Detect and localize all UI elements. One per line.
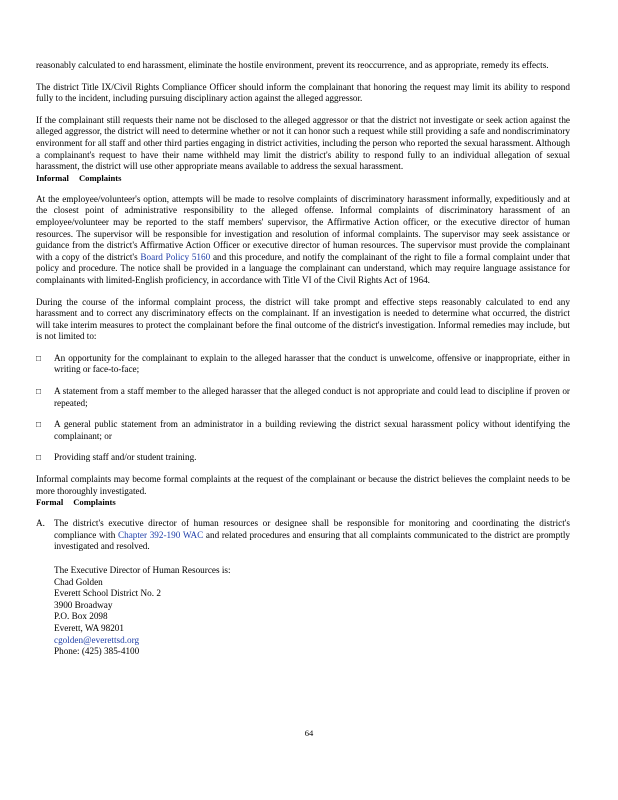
list-item: □ An opportunity for the complainant to explain to the alleged harasser that the conduct is unwelcome, offensive or inappropriate, either in writing or face-to-face; [36, 352, 570, 375]
contact-email-link[interactable]: cgolden@everettsd.org [54, 634, 140, 645]
page-number: 64 [304, 728, 314, 738]
checkbox-bullet-icon: □ [36, 386, 42, 397]
formal-complaints-list [36, 518, 570, 553]
paragraph-remedy: reasonably calculated to end harassment, eliminate the hostile environment, prevent its reoccurrence, and as appropriate, remedy its effects. [36, 60, 549, 70]
list-item: □ A statement from a staff member to the alleged harasser that the alleged conduct is not appropriate and could lead to discipline if proven or repeated; [36, 386, 570, 408]
list-marker: A. [36, 518, 45, 529]
informal-remedies-list [36, 353, 570, 464]
contact-city: Everett, WA 98201 [54, 622, 124, 633]
formal-complaints-heading: Formal Complaints [36, 497, 116, 508]
contact-phone: Phone: (425) 385-4100 [54, 646, 140, 657]
contact-name: Chad Golden [54, 576, 103, 587]
checkbox-bullet-icon: □ [36, 352, 42, 363]
contact-intro: The Executive Director of Human Resources is: [54, 565, 231, 575]
checkbox-bullet-icon: □ [36, 419, 42, 430]
list-item: □ A general public statement from an administrator in a building reviewing the district sexual harassment policy without identifying the complainant; or [36, 419, 570, 441]
paragraph-compliance-officer: The district Title IX/Civil Rights Compliance Officer should inform the complainant that honoring the request may limit its ability to respond fully to the incident, including pursuing disciplinary action against the alleged aggressor. [36, 81, 570, 104]
wac-chapter-link[interactable]: Chapter 392-190 WAC [117, 529, 204, 540]
contact-pobox: P.O. Box 2098 [54, 611, 108, 622]
paragraph-informal-to-formal: Informal complaints may become formal complaints at the request of the complainant or because the district believes the complaint needs to be more thoroughly investigated. [36, 474, 570, 496]
checkbox-bullet-icon: □ [36, 452, 42, 463]
paragraph-informal-process: During the course of the informal complaint process, the district will take prompt and effective steps reasonably calculated to end any harassment and to correct any discriminatory effects on the complainant. If an investigation is needed to determine what occurred, the district will take interim measures to protect the complainant before the final outcome of the district's investigation. Informal remedies may include, but is not limited to: [36, 296, 570, 342]
board-policy-link[interactable]: Board Policy 5160 [140, 251, 211, 262]
list-item: A. The district's executive director of human resources or designee shall be responsible for monitoring and coordinating the district's compliance with Chapter 392-190 WAC and related procedures and ensuring that all complaints communicated to the district are promptly investigated and resolved. [36, 518, 570, 552]
paragraph-informal-option: At the employee/volunteer's option, attempts will be made to resolve complaints of discriminatory harassment informally, expeditiously and at the closest point of administrative responsibility to the alleged offense. Informal complaints of discriminatory harassment of an employee/volunteer may be reported to the staff members' supervisor, the Affirmative Action officer, or the executive director of human resources. The supervisor will be responsible for investigation and resolution of informal complaints. The supervisor may seek assistance or guidance from the district's Affirmative Action Officer or executive director of human resources. The supervisor must provide the complainant with a copy of the district's Board Policy 5160 and this procedure, and notify the complainant of the right to file a formal complaint under that policy and procedure. The notice shall be provided in a language the complainant can understand, which may require language assistance for complainants with limited-English proficiency, in accordance with Title VI of the Civil Rights Act of 1964. [36, 193, 570, 285]
document-page [36, 60, 570, 658]
informal-complaints-heading: Informal Complaints [36, 172, 122, 183]
paragraph-name-withheld: If the complainant still requests their name not be disclosed to the alleged aggressor or that the district not investigate or seek action against the alleged aggressor, the district will need to determine whether or not it can honor such a request while still providing a safe and nondiscriminatory environment for all staff and other third parties engaging in district activities, including the person who reported the sexual harassment. Although a complainant's request to have their name withheld may limit the district's ability to respond fully to an individual allegation of sexual harassment, the district will use other appropriate means available to address the sexual harassment. [36, 114, 570, 172]
list-item: □ Providing staff and/or student training. [36, 452, 197, 463]
contact-street: 3900 Broadway [54, 599, 113, 610]
contact-organization: Everett School District No. 2 [54, 588, 161, 599]
contact-block [36, 565, 570, 658]
